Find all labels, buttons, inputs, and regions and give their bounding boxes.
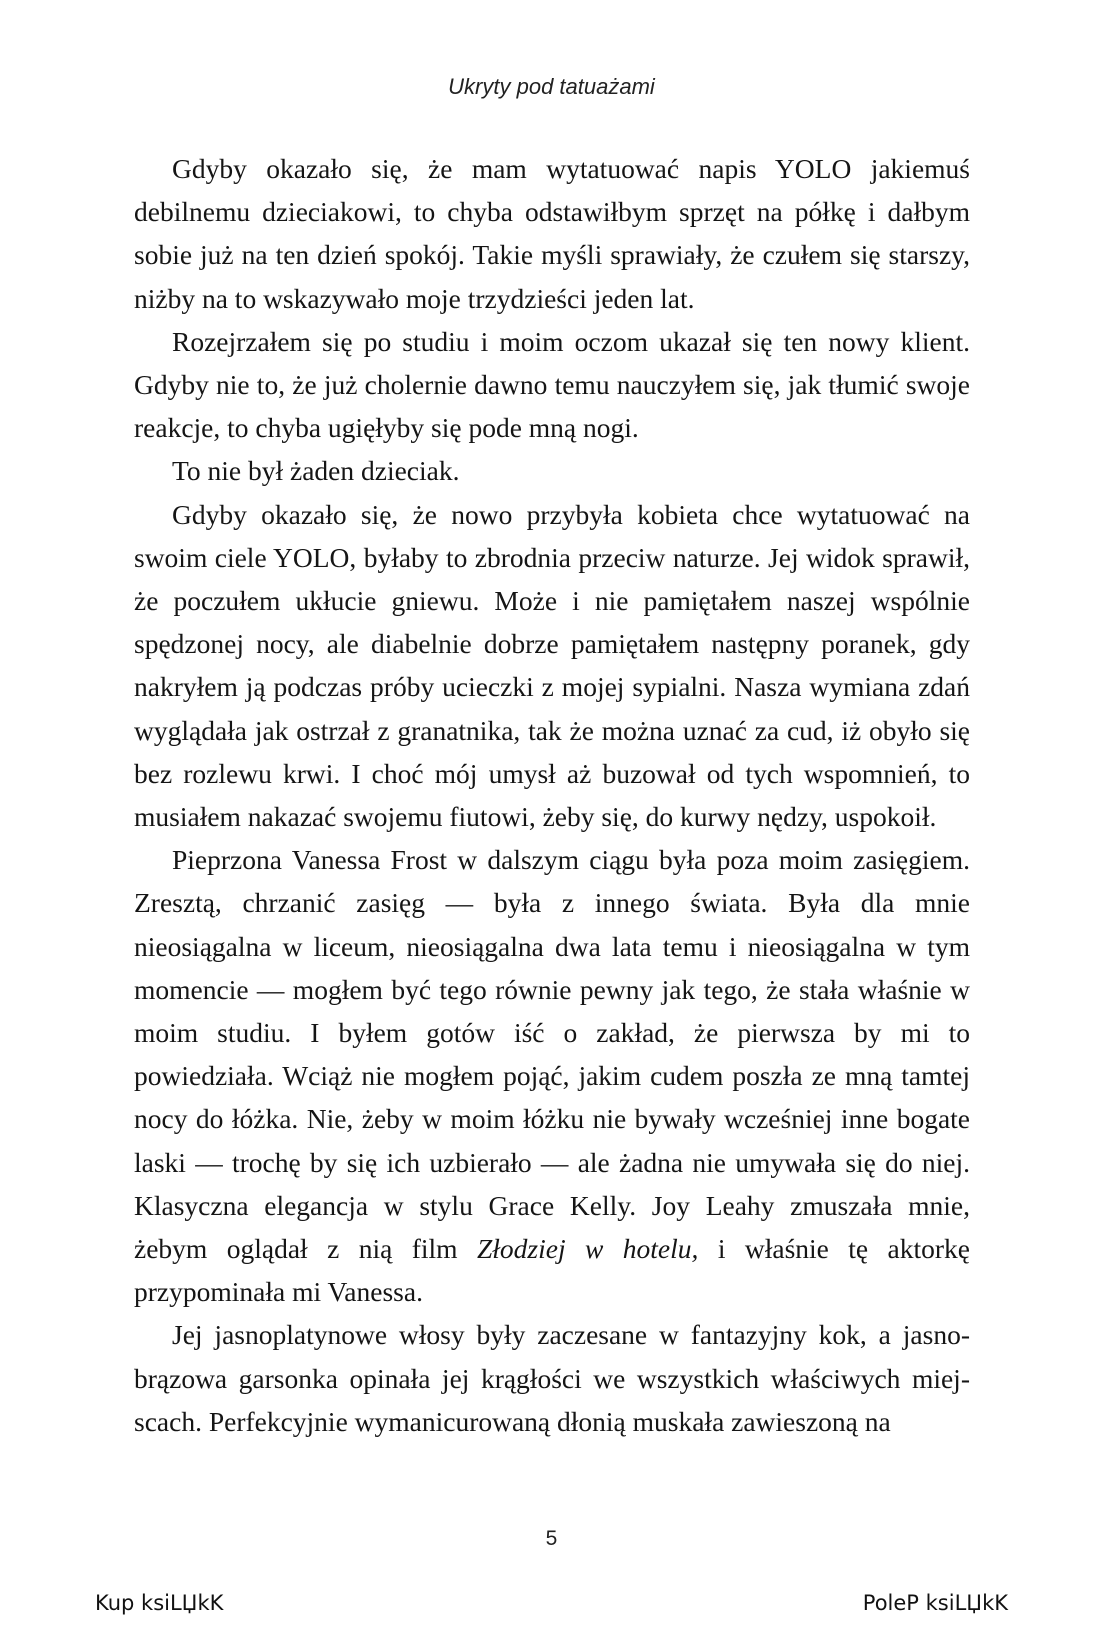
- page-body: [134, 147, 970, 1443]
- page-number: 5: [545, 1527, 558, 1550]
- paragraph-4: Gdyby okazało się, że nowo przybyła kobieta chce wytatuować na swoim ciele YOLO, byłaby to zbrodnia przeciw naturze. Jej widok sprawił, że poczułem ukłucie gniewu. Może i nie pamiętałem naszej wspólnie spędzonej nocy, ale diabelnie dobrze pamiętałem następny poranek, gdy nakryłem ją podczas próby ucieczki z mojej sypialni. Nasza wymiana zdań wyglądała jak ostrzał z granatnika, tak że można uznać za cud, iż obyło się bez rozlewu krwi. I choć mój umysł aż buzował od tych wspomnień, to musiałem nakazać swojemu fiutowi, żeby się, do kurwy nędzy, uspokoił.: [134, 498, 970, 833]
- paragraph-3: To nie był żaden dzieciak.: [172, 455, 460, 487]
- buy-book-link[interactable]: Kup ksiLЏkK: [95, 1591, 224, 1615]
- film-title: Złodziej w hotelu,: [476, 1233, 699, 1265]
- rate-book-link[interactable]: PoleP ksiLЏkK: [862, 1591, 1008, 1615]
- paragraph-6: Jej jasnoplatynowe włosy były zaczesane w fantazyjny kok, a jasnobrązowa garsonka opinała jej krągłości we wszystkich właściwych miejscach. Perfekcyjnie wymanicurowaną dłonią muskała zawieszoną na: [134, 1319, 970, 1437]
- paragraph-5-text: Pieprzona Vanessa Frost w dalszym ciągu była poza moim zasięgiem. Zresztą, chrzanić zasięg — była z innego świata. Była dla mnie nieosiągalna w liceum, nieosiągalna dwa lata temu i nieosiągalna w tym momencie — mogłem być tego równie pewny jak tego, że stała właśnie w moim studiu. I byłem gotów iść o zakład, że pierwsza by mi to powiedziała. Wciąż nie mogłem pojąć, jakim cudem poszła ze mną tamtej nocy do łóżka. Nie, żeby w moim łóżku nie bywały wcześniej inne bogate laski — trochę by się ich uzbierało — ale żadna nie umywała się do niej. Klasyczna elegancja w stylu Grace Kelly. Joy Leahy zmuszała mnie, żebym oglądał z nią film: [134, 844, 970, 1265]
- paragraph-5-ending: i właśnie tę aktorkę przypominała mi Vanessa.: [134, 1233, 971, 1308]
- paragraph-5: [134, 838, 970, 1313]
- paragraph-2: Rozejrzałem się po studiu i moim oczom ukazał się ten nowy klient. Gdyby nie to, że już cholernie dawno temu nauczyłem się, jak tłumić swoje reakcje, to chyba ugięłyby się pode mną nogi.: [134, 325, 970, 444]
- paragraph-1: Gdyby okazało się, że mam wytatuować napis YOLO jakiemuś debilnemu dzieciakowi, to chyba odstawiłbym sprzęt na półkę i dałbym sobie już na ten dzień spokój. Takie myśli sprawiały, że czułem się starszy, niżby na to wskazywało moje trzydzieści jeden lat.: [134, 153, 970, 314]
- running-head-title: Ukryty pod tatuażami: [448, 74, 655, 99]
